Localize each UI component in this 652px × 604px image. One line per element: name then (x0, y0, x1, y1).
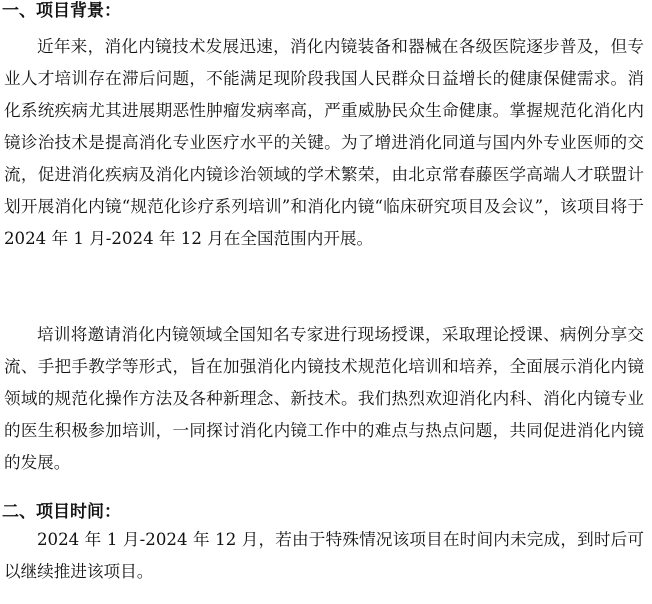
section-heading-background: 一、项目背景： (2, 1, 121, 21)
paragraph-project-time: 2024 年 1 月-2024 年 12 月，若由于特殊情况该项目在时间内未完成，到时后可以继续推进该项目。 (4, 530, 644, 581)
paragraph-background-training: 培训将邀请消化内镜领域全国知名专家进行现场授课，采取理论授课、病例分享交流、手把手教学等形式，旨在加强消化内镜技术规范化培训和培养，全面展示消化内镜领域的规范化操作方法及各种新理念、新技术。我们热烈欢迎消化内科、消化内镜专业的医生积极参加培训，一同探讨消化内镜工作中的难点与热点问题，共同促进消化内镜的发展。 (4, 325, 644, 472)
section-heading-time: 二、项目时间： (2, 502, 121, 522)
paragraph-background-intro: 近年来，消化内镜技术发展迅速，消化内镜装备和器械在各级医院逐步普及，但专业人才培训存在滞后问题，不能满足现阶段我国人民群众日益增长的健康保健需求。消化系统疾病尤其进展期恶性肿瘤发病率高，严重威胁民众生命健康。掌握规范化消化内镜诊治技术是提高消化专业医疗水平的关键。为了增进消化同道与国内外专业医师的交流，促进消化疾病及消化内镜诊治领域的学术繁荣，由北京常春藤医学高端人才联盟计划开展消化内镜“规范化诊疗系列培训”和消化内镜“临床研究项目及会议”，该项目将于 2024 年 1 月-2024 年 12 月在全国范围内开展。 (4, 37, 644, 248)
